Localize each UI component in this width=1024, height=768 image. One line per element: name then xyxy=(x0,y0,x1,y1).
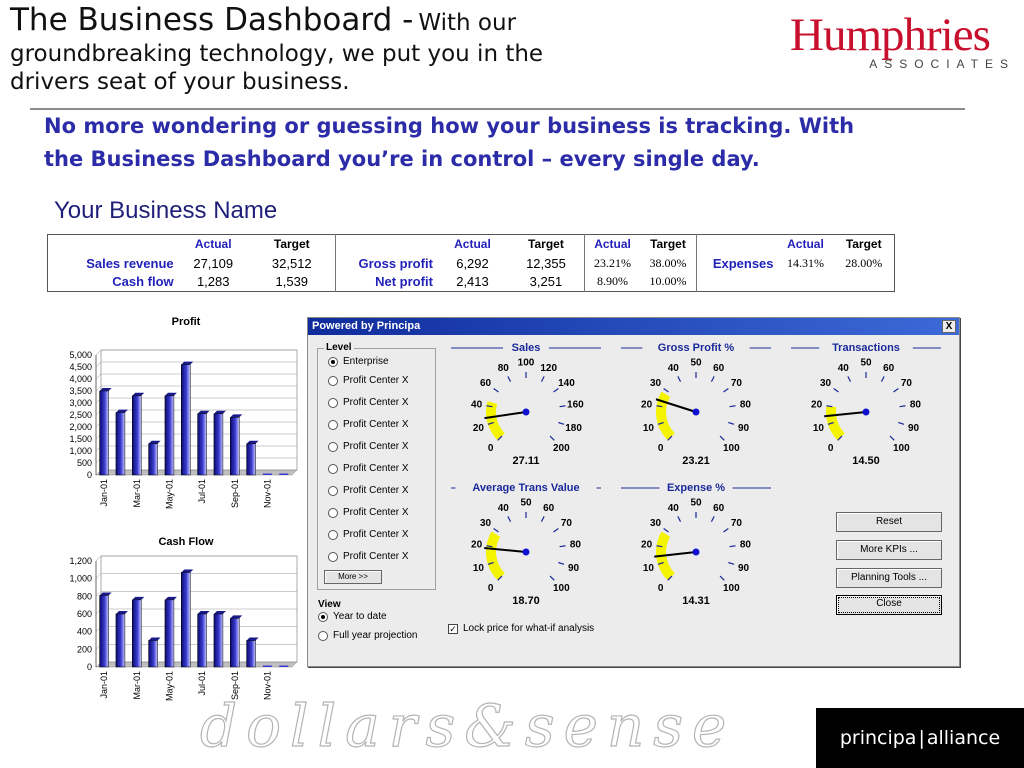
gauge-tick-label: 20 xyxy=(641,539,653,551)
gauge-band xyxy=(486,401,505,440)
gauge-tick-label: 40 xyxy=(667,362,679,374)
gauge-tick-label: 0 xyxy=(657,442,664,454)
view-title: View xyxy=(318,599,341,610)
bar xyxy=(181,572,190,667)
kpi-target: 10.00% xyxy=(649,274,687,289)
y-tick-label: 2,500 xyxy=(69,410,92,420)
gauges-panel xyxy=(308,318,961,668)
bar xyxy=(149,641,158,668)
gauge-tick xyxy=(550,576,554,580)
gauge-hub xyxy=(693,549,700,556)
gauge-tick xyxy=(720,576,724,580)
level-label: Profit Center X xyxy=(343,507,409,518)
more-button[interactable]: More >> xyxy=(324,570,382,584)
gauge-tick-label: 40 xyxy=(837,362,849,374)
gauge xyxy=(621,482,771,607)
bar xyxy=(132,396,141,475)
gauge-tick-label: 60 xyxy=(479,378,492,390)
gauge-tick-label: 50 xyxy=(690,357,702,369)
x-tick-label: Sep-01 xyxy=(229,671,240,701)
y-tick-label: 1,000 xyxy=(69,573,92,584)
kpi-actual: 6,292 xyxy=(456,255,489,271)
gridline xyxy=(96,386,101,391)
kpi-actual: 1,283 xyxy=(196,274,230,290)
gauge-tick-label: 10 xyxy=(642,562,655,574)
gauge-tick-label: 30 xyxy=(479,518,492,530)
profit-chart xyxy=(52,313,300,513)
gridline xyxy=(96,574,101,579)
gauge-tick-label: 30 xyxy=(819,378,832,390)
gauge-tick xyxy=(728,423,734,425)
tagline-line-2: the Business Dashboard you’re in control – every single day. xyxy=(44,147,760,172)
header xyxy=(10,2,670,96)
gauge-tick xyxy=(894,388,899,392)
level-label: Profit Center X xyxy=(343,529,409,540)
y-tick-label: 800 xyxy=(76,591,92,602)
kpi-target: 28.00% xyxy=(845,255,883,270)
gauge-tick-label: 90 xyxy=(737,562,750,574)
gauge-tick xyxy=(550,436,554,440)
x-tick-label: Jan-01 xyxy=(99,479,110,507)
chart-title: Cash Flow xyxy=(158,536,214,548)
x-tick-label: Mar-01 xyxy=(131,671,142,700)
kpi-header-target: Target xyxy=(650,237,686,252)
kpi-target: 38.00% xyxy=(649,255,687,270)
gauge-tick xyxy=(541,376,544,381)
gauge xyxy=(451,342,601,467)
gauge-tick-label: 160 xyxy=(567,399,584,411)
y-tick-label: 2,000 xyxy=(69,422,92,432)
bar xyxy=(100,595,109,667)
gauge-title: Sales xyxy=(511,342,541,354)
gauge-tick-label: 140 xyxy=(558,378,575,390)
brand-separator: | xyxy=(918,727,925,749)
gauge-tick xyxy=(678,376,681,381)
bar xyxy=(165,600,174,667)
x-tick-label: Nov-01 xyxy=(262,479,273,509)
gauge-tick xyxy=(508,376,511,381)
gauge-tick xyxy=(881,376,884,381)
gauge-band xyxy=(656,392,675,441)
gauge-tick xyxy=(494,388,499,392)
gauge-tick-label: 200 xyxy=(553,442,570,454)
gauge-tick-label: 80 xyxy=(909,399,921,411)
business-name: Your Business Name xyxy=(54,197,278,224)
gauge-tick-label: 80 xyxy=(497,362,509,374)
gauge-tick xyxy=(711,516,714,521)
gauge-tick-label: 30 xyxy=(649,518,662,530)
tagline xyxy=(44,110,984,176)
gauge-tick-label: 60 xyxy=(713,362,725,374)
gauge-tick xyxy=(664,388,669,392)
bar xyxy=(116,413,125,475)
gauge-tick xyxy=(541,516,544,521)
y-tick-label: 600 xyxy=(76,609,92,619)
gauge-tick xyxy=(494,528,499,532)
gauge-title: Gross Profit % xyxy=(657,342,735,354)
bar xyxy=(149,444,158,475)
gauge-tick xyxy=(730,406,736,407)
gauge-tick xyxy=(724,528,729,532)
bar xyxy=(214,614,223,667)
gauge-tick xyxy=(711,376,714,381)
gauge-tick-label: 40 xyxy=(471,399,483,411)
x-tick-label: Jul-01 xyxy=(197,479,208,504)
y-tick-label: 3,500 xyxy=(69,386,92,396)
bar xyxy=(279,666,288,668)
y-tick-label: 5,000 xyxy=(69,350,92,360)
x-tick-label: Jul-01 xyxy=(197,671,208,696)
kpi-label: Net profit xyxy=(335,273,437,292)
y-tick-label: 3,000 xyxy=(69,398,92,408)
gauge-tick-label: 100 xyxy=(893,442,910,454)
page-subtitle-2: groundbreaking technology, we put you in the xyxy=(10,40,544,67)
kpi-row xyxy=(48,254,895,273)
gauge-tick xyxy=(720,436,724,440)
kpi-label: Expenses xyxy=(696,254,777,273)
gauge-value: 27.11 xyxy=(512,455,540,467)
bar xyxy=(214,414,223,475)
gauge-hub xyxy=(523,549,530,556)
kpi-header-target: Target xyxy=(528,237,564,252)
checkbox-icon: ✓ xyxy=(449,623,457,634)
gauge-tick xyxy=(848,376,851,381)
gridline xyxy=(96,362,101,367)
kpi-actual: 8.90% xyxy=(584,273,640,292)
bar xyxy=(247,444,256,475)
kpi-target: 32,512 xyxy=(271,255,312,271)
gauge-tick-label: 100 xyxy=(517,357,535,369)
kpi-actual: 23.21% xyxy=(584,254,640,273)
gauge-tick xyxy=(724,388,729,392)
gauge-tick-label: 50 xyxy=(690,497,702,509)
gauge-tick xyxy=(730,546,736,547)
gauge-tick-label: 90 xyxy=(737,422,750,434)
gauge-tick-label: 20 xyxy=(472,422,485,434)
gauge-tick xyxy=(834,388,839,392)
level-label: Profit Center X xyxy=(343,419,409,430)
planning-tools-button[interactable]: Planning Tools ... xyxy=(836,568,942,588)
bar xyxy=(132,600,141,667)
tagline-line-1: No more wondering or guessing how your business is tracking. With xyxy=(44,114,855,138)
gridline xyxy=(96,350,101,355)
kpi-header-actual: Actual xyxy=(787,237,824,252)
gauge-tick-label: 80 xyxy=(569,539,581,551)
view-label: Full year projection xyxy=(333,630,418,641)
kpi-header-row xyxy=(48,235,895,254)
bar xyxy=(181,365,190,475)
page-subtitle-1: With our xyxy=(418,10,517,36)
y-tick-label: 400 xyxy=(76,626,92,637)
gauge-title: Expense % xyxy=(666,482,726,494)
y-tick-label: 200 xyxy=(76,644,92,655)
y-tick-label: 4,000 xyxy=(69,374,92,384)
y-tick-label: 0 xyxy=(86,662,92,672)
logo-name: Humphries xyxy=(790,9,990,61)
chart-title: Profit xyxy=(171,316,201,328)
bar xyxy=(230,618,239,667)
bar xyxy=(263,666,272,668)
gauge-value: 14.50 xyxy=(852,455,880,467)
gauge-tick-label: 90 xyxy=(567,562,580,574)
gauge-value: 14.31 xyxy=(682,595,710,607)
gauge-tick-label: 70 xyxy=(560,518,573,530)
page-title: The Business Dashboard - xyxy=(10,2,414,38)
kpi-header-target: Target xyxy=(273,237,310,252)
level-label: Profit Center X xyxy=(343,551,409,562)
reset-button[interactable]: Reset xyxy=(836,512,942,532)
gauge-tick xyxy=(900,406,906,407)
bar xyxy=(165,396,174,475)
gauge-tick-label: 0 xyxy=(487,582,494,594)
kpi-target: 3,251 xyxy=(529,274,563,290)
bar xyxy=(230,417,239,475)
x-tick-label: May-01 xyxy=(164,671,175,702)
level-label: Profit Center X xyxy=(343,375,409,386)
level-label: Profit Center X xyxy=(343,441,409,452)
gauge-band xyxy=(486,532,505,581)
gauge-tick xyxy=(560,546,566,547)
kpi-actual: 27,109 xyxy=(193,255,234,271)
bar xyxy=(198,614,207,667)
gauge-tick-label: 10 xyxy=(642,422,655,434)
principa-alliance-logo xyxy=(816,708,1024,768)
close-icon[interactable]: X xyxy=(942,320,956,333)
kpi-header-actual: Actual xyxy=(454,237,491,252)
x-tick-label: Sep-01 xyxy=(229,479,240,509)
dialog-title: Powered by Principa xyxy=(312,320,421,332)
gauge-tick xyxy=(678,516,681,521)
page-subtitle-3: drivers seat of your business. xyxy=(10,68,350,95)
gauge-tick-label: 120 xyxy=(540,362,558,374)
principa-dialog xyxy=(307,317,960,667)
gauge xyxy=(621,342,771,467)
gauge-tick-label: 40 xyxy=(667,502,679,514)
bar xyxy=(263,474,272,476)
kpi-actual: 2,413 xyxy=(456,274,489,290)
kpi-label: Gross profit xyxy=(335,254,437,273)
x-tick-label: Nov-01 xyxy=(262,671,273,701)
level-title: Level xyxy=(326,342,352,353)
more-kpis-button[interactable]: More KPIs ... xyxy=(836,540,942,560)
kpi-header-actual: Actual xyxy=(194,237,232,252)
view-label: Year to date xyxy=(333,611,387,622)
gauge-tick xyxy=(554,528,559,532)
gauge-tick-label: 60 xyxy=(883,362,895,374)
gauge-tick xyxy=(898,423,904,425)
gauge-tick xyxy=(558,423,564,425)
y-tick-label: 4,500 xyxy=(69,362,92,372)
gauge-value: 23.21 xyxy=(682,455,710,467)
kpi-header-actual: Actual xyxy=(584,235,640,254)
kpi-actual: 14.31% xyxy=(786,255,824,270)
gauge-tick-label: 80 xyxy=(739,399,751,411)
gauge-tick-label: 70 xyxy=(730,518,743,530)
level-label: Profit Center X xyxy=(343,485,409,496)
dollars-sense-watermark: dollars&sense xyxy=(200,692,736,760)
gauge-tick-label: 20 xyxy=(811,399,823,411)
brand-left: principa xyxy=(839,727,917,749)
gauge-title: Transactions xyxy=(832,342,900,354)
level-label: Profit Center X xyxy=(343,397,409,408)
y-tick-label: 1,200 xyxy=(69,556,92,566)
kpi-target: 12,355 xyxy=(526,255,566,271)
gauge-tick-label: 60 xyxy=(543,502,555,514)
gauge xyxy=(451,482,601,607)
gauge-tick-label: 30 xyxy=(649,378,662,390)
y-tick-label: 1,500 xyxy=(69,434,92,444)
gauge-title: Average Trans Value xyxy=(472,482,580,494)
gauge-tick-label: 10 xyxy=(812,422,825,434)
brand-right: alliance xyxy=(926,727,1001,749)
gauge-tick-label: 180 xyxy=(565,422,582,434)
gauge-tick xyxy=(508,516,511,521)
gauge-tick-label: 100 xyxy=(723,582,740,594)
gauge-tick-label: 20 xyxy=(471,539,483,551)
gauge-band xyxy=(826,406,845,441)
gauge-tick xyxy=(558,563,564,565)
kpi-label: Sales revenue xyxy=(86,255,174,271)
gauge-tick-label: 0 xyxy=(657,582,664,594)
close-button[interactable]: Close xyxy=(836,595,942,615)
gauge-tick-label: 100 xyxy=(723,442,740,454)
kpi-table xyxy=(47,234,895,292)
gauge xyxy=(791,342,941,467)
level-label: Enterprise xyxy=(343,356,389,367)
gauge-tick-label: 40 xyxy=(497,502,509,514)
gauge-tick-label: 70 xyxy=(730,378,743,390)
bar xyxy=(116,614,125,667)
x-tick-label: Jan-01 xyxy=(99,671,110,699)
gauge-tick xyxy=(728,563,734,565)
gauge-tick-label: 20 xyxy=(641,399,653,411)
gauge-hub xyxy=(693,409,700,416)
kpi-row xyxy=(48,273,895,292)
gauge-tick-label: 0 xyxy=(487,442,494,454)
gauge-hub xyxy=(863,409,870,416)
x-tick-label: Mar-01 xyxy=(131,479,142,508)
kpi-target: 1,539 xyxy=(275,274,309,290)
y-tick-label: 0 xyxy=(86,470,92,480)
x-tick-label: May-01 xyxy=(164,479,175,510)
gauge-tick xyxy=(560,406,566,407)
gridline xyxy=(96,374,101,379)
gauge-hub xyxy=(523,409,530,416)
level-label: Profit Center X xyxy=(343,463,409,474)
gauge-tick-label: 10 xyxy=(472,562,485,574)
gridline xyxy=(96,556,101,561)
humphries-logo xyxy=(790,9,1015,82)
logo-sub: ASSOCIATES xyxy=(869,57,1015,71)
gauge-tick-label: 50 xyxy=(520,497,532,509)
gauge-tick-label: 60 xyxy=(713,502,725,514)
cash-flow-chart xyxy=(52,533,300,708)
gauge-value: 18.70 xyxy=(512,595,540,607)
y-tick-label: 1,000 xyxy=(69,446,92,456)
gauge-tick-label: 90 xyxy=(907,422,920,434)
gauge-tick-label: 80 xyxy=(739,539,751,551)
kpi-header-target: Target xyxy=(845,237,882,252)
gauge-tick-label: 50 xyxy=(860,357,872,369)
bar xyxy=(247,641,256,668)
gauge-tick xyxy=(890,436,894,440)
bar xyxy=(279,474,288,476)
gauge-tick xyxy=(664,528,669,532)
kpi-label: Cash flow xyxy=(112,274,174,290)
gauge-tick-label: 0 xyxy=(827,442,834,454)
gauge-tick-label: 100 xyxy=(553,582,570,594)
gauge-tick-label: 70 xyxy=(900,378,913,390)
bar xyxy=(100,391,109,475)
bar xyxy=(198,414,207,475)
lock-price-label: Lock price for what-if analysis xyxy=(463,623,595,634)
y-tick-label: 500 xyxy=(76,458,92,468)
